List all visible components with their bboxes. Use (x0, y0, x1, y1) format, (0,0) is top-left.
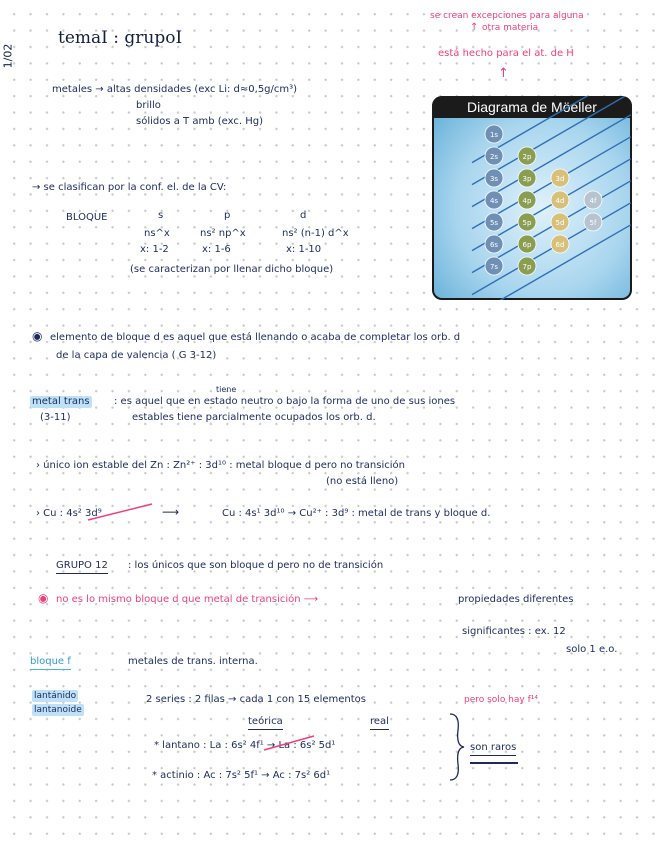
top-note-arrow: ↑ (470, 22, 479, 33)
transition-tiene: tiene (216, 385, 237, 394)
copper-right: Cu : 4s¹ 3d¹⁰ → Cu²⁺ : 3d⁹ : metal de trans y bloque d. (222, 508, 491, 519)
not-same-line2: significantes : ex. 12 (462, 626, 566, 637)
lanthanide-col-theory: teórica (248, 716, 283, 730)
moeller-orbital-label: 6s (489, 241, 499, 249)
moeller-orbital-label: 4d (555, 197, 565, 205)
lanthanide-bracket-underline (470, 762, 518, 764)
moeller-orbital-label: 4f (589, 197, 597, 205)
transition-label: metal trans (32, 396, 90, 407)
block-p-conf: ns² np^x (200, 228, 246, 239)
block-d-line1: elemento de bloque d es aquel que está llenando o acaba de completar los orb. d (50, 332, 461, 343)
moeller-orbital-label: 2p (522, 153, 532, 161)
top-note-line1: se crean excepciones para alguna (430, 11, 584, 21)
block-p-head: p (224, 210, 231, 221)
moeller-svg (432, 96, 632, 300)
lanthanide-bracket-note: son raros (470, 742, 516, 756)
top-note-line2: otra materia (482, 23, 539, 33)
metals-line2: brillo (136, 100, 161, 111)
block-f-label: bloque f (30, 656, 71, 670)
copper-left: › Cu : 4s² 3d⁹ (36, 508, 102, 519)
lanthanide-bracket (446, 712, 466, 782)
group12-label: GRUPO 12 (56, 560, 108, 574)
block-d-bullet-icon: ◉ (32, 329, 43, 343)
transition-line2: estables tiene parcialmente ocupados los orb. d. (132, 412, 376, 423)
block-s-head: s (158, 210, 164, 221)
moeller-orbital-label: 3p (522, 175, 532, 183)
zinc-line1: › único ion estable del Zn : Zn²⁺ : 3d¹⁰ : metal bloque d pero no transición (36, 460, 405, 471)
moeller-orbital-label: 3s (489, 175, 499, 183)
bloque-label: BLOQUE (66, 212, 108, 223)
lanthanum-strike (262, 732, 318, 754)
lanthanide-label2: lantanoide (34, 705, 82, 715)
moeller-orbital-label: 3d (555, 175, 565, 183)
block-d-head: d (300, 210, 307, 221)
not-same-line3: solo 1 e.o. (566, 644, 618, 655)
not-same-right: propiedades diferentes (458, 594, 574, 605)
lanthanide-label1: lantánido (34, 691, 77, 701)
top-note-line3: está hecho para el at. de H (438, 48, 574, 59)
moeller-orbital-label: 4p (522, 197, 532, 205)
moeller-orbital-label: 5s (489, 219, 499, 227)
moeller-orbital-label: 1s (489, 131, 499, 139)
block-s-range: x: 1-2 (140, 244, 169, 255)
metals-line1: metales → altas densidades (exc Li: d≈0,5g/cm³) (52, 84, 298, 95)
classify-note: (se caracterizan por llenar dicho bloque) (130, 264, 334, 275)
block-p-range: x: 1-6 (202, 244, 231, 255)
actinium-line: * actinio : Ac : 7s² 5f¹ → Ac : 7s² 6d¹ (152, 770, 331, 781)
page-number: 1/02 (1, 43, 15, 69)
moeller-orbital-label: 5f (589, 219, 597, 227)
moeller-diagram (432, 96, 632, 300)
moeller-orbital-label: 7s (489, 263, 499, 271)
lanthanide-pink-note: pero solo hay f¹⁴ (464, 695, 538, 705)
moeller-orbital-label: 5p (522, 219, 532, 227)
zinc-line2: (no está lleno) (326, 476, 399, 487)
moeller-orbital-label: 6p (522, 241, 532, 249)
metals-line3: sólidos a T amb (exc. Hg) (136, 116, 263, 127)
moeller-orbital-label: 5d (555, 219, 565, 227)
lanthanum-line: * lantano : La : 6s² 4f¹ → La : 6s² 5d¹ (154, 740, 336, 751)
block-s-conf: ns^x (144, 228, 170, 239)
block-d-conf: ns² (n-1) d^x (282, 228, 349, 239)
group12-text: : los únicos que son bloque d pero no de transición (128, 560, 384, 571)
page-title: temaI : grupoI (58, 28, 183, 48)
moeller-orbital-label: 7p (522, 263, 532, 271)
transition-sub: (3-11) (40, 412, 71, 423)
copper-arrow-icon: ⟶ (162, 505, 180, 519)
moeller-title: Diagrama de Möeller (432, 96, 632, 118)
lanthanide-col-real: real (370, 716, 389, 730)
transition-line1: : es aquel que en estado neutro o bajo la forma de uno de sus iones (114, 396, 456, 407)
not-same-bullet-icon: ◉ (38, 591, 49, 605)
block-d-line2: de la capa de valencia ( G 3-12) (56, 350, 217, 361)
block-d-range: x: 1-10 (286, 244, 322, 255)
classify-line1: → se clasifican por la conf. el. de la CV: (32, 182, 227, 193)
moeller-orbital-label: 2s (489, 153, 499, 161)
top-note-arrow2: ↑ (498, 66, 509, 81)
not-same-text: no es lo mismo bloque d que metal de transición ⟶ (56, 594, 319, 605)
copper-strike (86, 500, 156, 526)
moeller-orbital-label: 6d (555, 241, 565, 249)
block-f-text: metales de trans. interna. (128, 656, 258, 667)
lanthanide-line1: 2 series : 2 filas → cada 1 con 15 elementos (146, 694, 366, 705)
moeller-orbital-label: 4s (489, 197, 499, 205)
